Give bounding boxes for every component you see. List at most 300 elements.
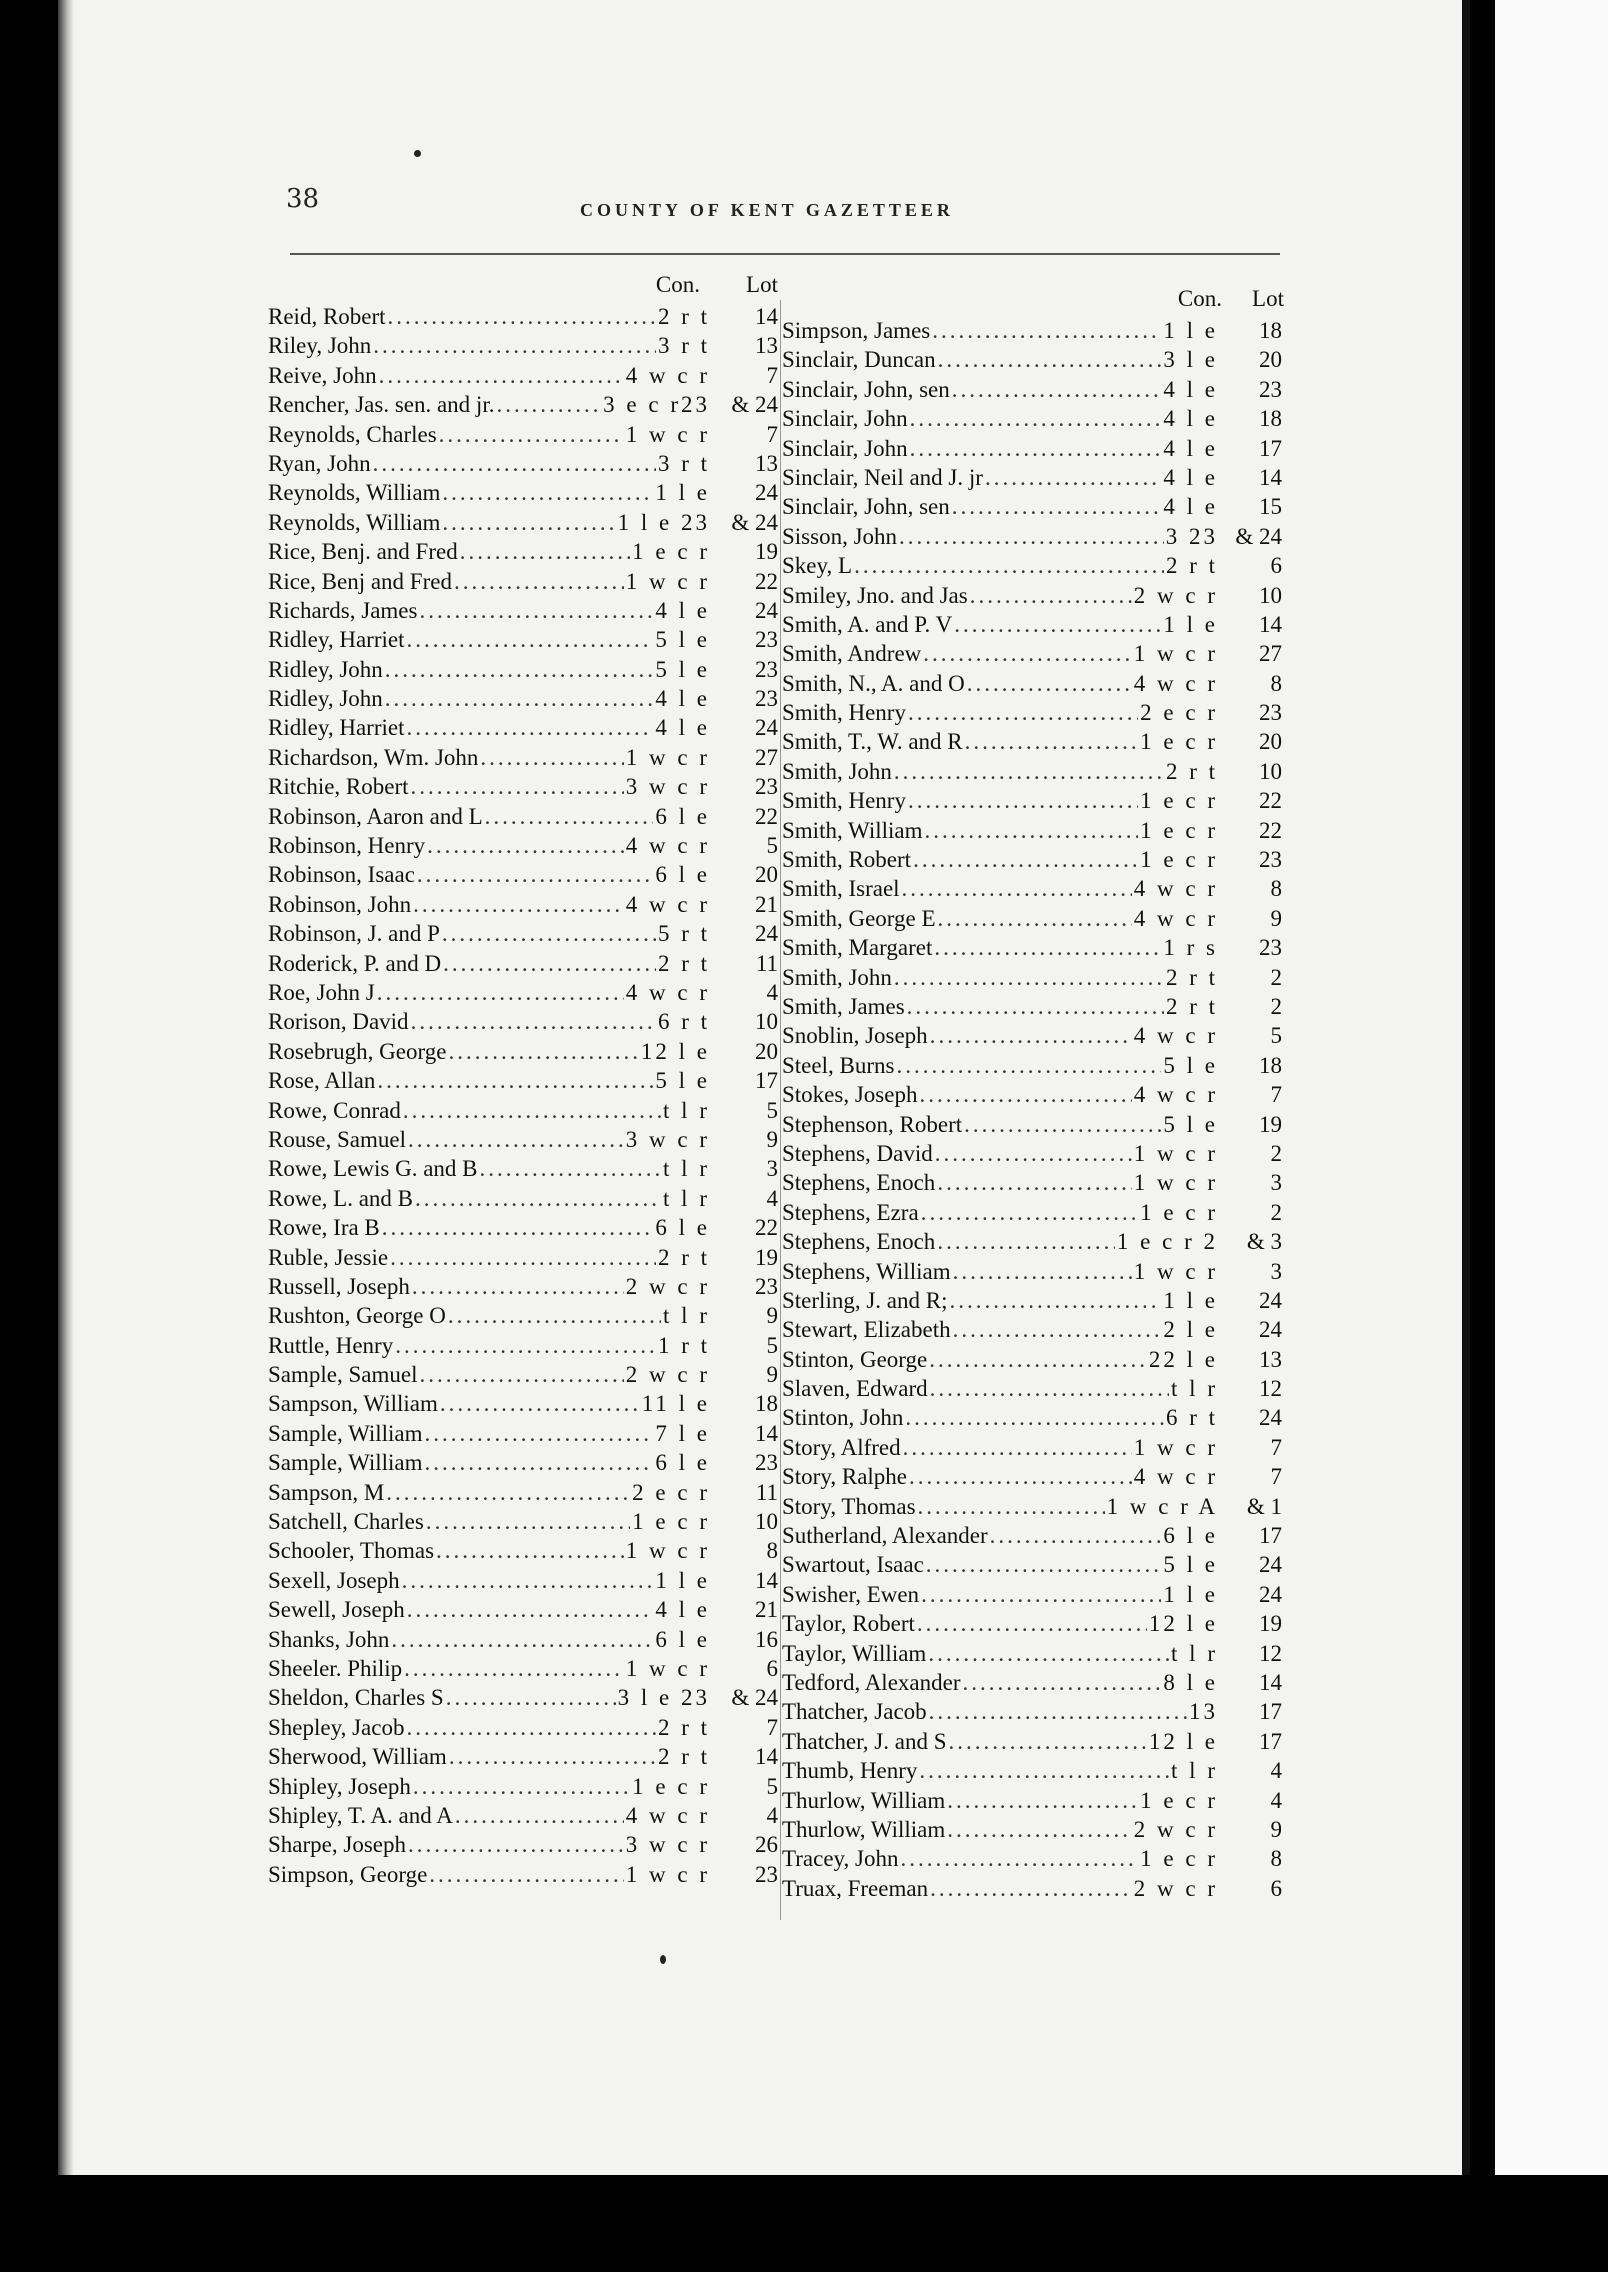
directory-entry (782, 669, 1282, 698)
entry-concession: 3 23 (1165, 523, 1218, 549)
entry-name: Sinclair, Neil and J. jr (782, 464, 983, 490)
entry-lot: 7 (766, 421, 778, 447)
entry-concession: 1 l e (655, 480, 710, 506)
directory-entry (782, 1257, 1282, 1286)
entry-concession: 1 w c r (1133, 1170, 1218, 1196)
entry-name: Tedford, Alexander (782, 1669, 961, 1695)
directory-entry (782, 816, 1282, 845)
directory-entry (268, 919, 778, 948)
entry-name: Simpson, James (782, 318, 931, 343)
dot-leader (406, 1713, 655, 1742)
directory-entry (268, 331, 778, 360)
directory-entry (268, 1654, 778, 1683)
entry-lot: 13 (1259, 1346, 1282, 1372)
entry-name: Swisher, Ewen (782, 1581, 920, 1607)
entry-concession: 2 w c r (625, 1273, 710, 1299)
dot-leader (406, 625, 653, 654)
dot-leader (967, 669, 1132, 698)
dot-leader (373, 331, 656, 360)
entry-name: Rorison, David (268, 1009, 409, 1035)
entry-lot: 21 (755, 891, 778, 917)
dot-leader (947, 1815, 1132, 1844)
entry-concession: 4 w c r (1133, 1023, 1218, 1049)
dot-leader (928, 1639, 1169, 1668)
entry-name: Ridley, John (268, 686, 383, 712)
dot-leader (415, 1184, 661, 1213)
dot-leader (908, 786, 1138, 815)
right-column (782, 270, 1282, 1903)
entry-name: Thurlow, William (782, 1787, 946, 1813)
directory-entry (268, 1683, 778, 1712)
entry-concession: t l r (1171, 1376, 1218, 1402)
directory-entry (782, 1198, 1282, 1227)
entry-concession: 2 e c r (632, 1479, 710, 1505)
con-header: Con. (1177, 286, 1222, 311)
entry-concession: 3 w c r (625, 1126, 710, 1152)
entry-concession: 2 w c r (1133, 1816, 1218, 1842)
directory-entry (268, 1066, 778, 1095)
entry-name: Shipley, Joseph (268, 1773, 411, 1799)
entry-lot: 17 (1259, 435, 1282, 461)
dot-leader (908, 698, 1138, 727)
right-entry-list (782, 316, 1282, 1903)
dot-leader (460, 537, 630, 566)
scan-margin-bottom (0, 2175, 1608, 2272)
entry-lot: 6 (1270, 553, 1282, 579)
entry-lot: 5 (766, 1332, 778, 1358)
entry-concession: 4 l e (655, 597, 710, 623)
entry-lot: 10 (755, 1009, 778, 1035)
entry-concession: 2 w c r (625, 1362, 710, 1388)
directory-entry (268, 1243, 778, 1272)
entry-lot: 9 (766, 1303, 778, 1329)
entry-name: Reive, John (268, 362, 377, 388)
ink-speck (660, 1955, 666, 1964)
dot-leader (480, 743, 623, 772)
directory-entry (268, 1037, 778, 1066)
dot-leader (407, 1595, 654, 1624)
entry-name: Rencher, Jas. sen. and jr. (268, 392, 495, 418)
entry-name: Roe, John J (268, 979, 375, 1005)
dot-leader (929, 1697, 1187, 1726)
dot-leader (379, 361, 624, 390)
directory-entry (782, 933, 1282, 962)
directory-entry (268, 390, 778, 419)
directory-entry (268, 478, 778, 507)
dot-leader (446, 1683, 616, 1712)
entry-lot: 7 (766, 1714, 778, 1740)
entry-name: Sinclair, Duncan (782, 347, 936, 373)
entry-lot: 27 (1259, 641, 1282, 667)
entry-lot: 4 (1270, 1787, 1282, 1813)
dot-leader (436, 1536, 624, 1565)
entry-concession: 22 l e (1148, 1346, 1218, 1372)
directory-entry (782, 463, 1282, 492)
entry-name: Russell, Joseph (268, 1273, 410, 1299)
lot-header: Lot (746, 272, 778, 297)
entry-name: Smith, William (782, 817, 923, 843)
entry-name: Steel, Burns (782, 1052, 895, 1078)
dot-leader (377, 1066, 653, 1095)
entry-name: Robinson, Isaac (268, 862, 415, 888)
entry-name: Rouse, Samuel (268, 1126, 406, 1152)
directory-entry (268, 1507, 778, 1536)
dot-leader (930, 1021, 1132, 1050)
dot-leader (417, 860, 653, 889)
dot-leader (455, 1801, 624, 1830)
directory-entry (782, 492, 1282, 521)
dot-leader (938, 904, 1132, 933)
directory-entry (782, 1021, 1282, 1050)
entry-name: Sisson, John (782, 523, 898, 549)
entry-concession: 4 l e (655, 715, 710, 741)
entry-name: Ridley, John (268, 656, 383, 682)
entry-lot: 24 (755, 480, 778, 506)
entry-name: Taylor, Robert (782, 1611, 915, 1637)
entry-concession: 1 w c r (1133, 1140, 1218, 1166)
dot-leader (902, 874, 1132, 903)
entry-concession: 4 l e (1163, 494, 1218, 520)
entry-concession: 4 l e (1163, 464, 1218, 490)
entry-name: Snoblin, Joseph (782, 1023, 928, 1049)
entry-concession: 1 l e (655, 1567, 710, 1593)
entry-name: Stephens, David (782, 1140, 933, 1166)
directory-entry (268, 596, 778, 625)
dot-leader (921, 1198, 1138, 1227)
dot-leader (938, 345, 1162, 374)
entry-name: Smith, James (782, 993, 905, 1019)
entry-lot: 9 (766, 1362, 778, 1388)
entry-name: Smith, George E (782, 905, 936, 931)
entry-lot: 23 (755, 774, 778, 800)
entry-lot: 9 (766, 1126, 778, 1152)
entry-lot: 2 (1270, 1140, 1282, 1166)
entry-concession: 1 e c r (1140, 1787, 1218, 1813)
entry-concession: 3 r t (657, 450, 710, 476)
entry-concession: 4 w c r (1133, 1464, 1218, 1490)
entry-lot: & 24 (731, 392, 778, 418)
dot-leader (919, 1756, 1169, 1785)
entry-concession: 6 l e (655, 1215, 710, 1241)
entry-lot: 23 (1259, 847, 1282, 873)
dot-leader (448, 1037, 638, 1066)
directory-entry (268, 1536, 778, 1565)
dot-leader (985, 463, 1161, 492)
entry-concession: t l r (663, 1303, 710, 1329)
entry-lot: 23 (755, 1861, 778, 1887)
entry-concession: 4 w c r (625, 362, 710, 388)
entry-lot: 20 (755, 862, 778, 888)
entry-name: Stephens, William (782, 1258, 951, 1284)
directory-entry (782, 992, 1282, 1021)
entry-lot: 8 (1270, 876, 1282, 902)
entry-lot: 4 (766, 979, 778, 1005)
entry-name: Sample, William (268, 1420, 423, 1446)
directory-entry (782, 1580, 1282, 1609)
entry-concession: t l r (663, 1185, 710, 1211)
entry-lot: & 24 (731, 1685, 778, 1711)
entry-name: Slaven, Edward (782, 1376, 928, 1402)
entry-lot: 22 (755, 1215, 778, 1241)
entry-lot: 3 (1270, 1170, 1282, 1196)
directory-entry (268, 978, 778, 1007)
directory-entry (268, 567, 778, 596)
entry-name: Reynolds, William (268, 509, 441, 535)
entry-concession: 1 w c r (625, 1655, 710, 1681)
entry-concession: 1 w c r (625, 568, 710, 594)
dot-leader (413, 1772, 630, 1801)
entry-lot: 23 (755, 627, 778, 653)
dot-leader (395, 1331, 656, 1360)
directory-entry (268, 1007, 778, 1036)
directory-entry (268, 1566, 778, 1595)
entry-name: Smith, John (782, 758, 892, 784)
directory-entry (268, 860, 778, 889)
entry-name: Rosebrugh, George (268, 1038, 447, 1064)
dot-leader (448, 1301, 661, 1330)
directory-entry (782, 316, 1282, 345)
entry-lot: 4 (766, 1802, 778, 1828)
entry-lot: 14 (755, 1567, 778, 1593)
entry-lot: 8 (1270, 670, 1282, 696)
entry-lot: 14 (1259, 464, 1282, 490)
dot-leader (930, 1374, 1169, 1403)
entry-name: Rice, Benj and Fred (268, 568, 452, 594)
dot-leader (485, 802, 654, 831)
entry-lot: 6 (766, 1655, 778, 1681)
dot-leader (930, 1874, 1132, 1903)
entry-name: Smiley, Jno. and Jas (782, 582, 968, 608)
entry-lot: 14 (755, 1744, 778, 1770)
directory-entry (782, 1844, 1282, 1873)
ink-speck (414, 150, 421, 157)
entry-name: Story, Thomas (782, 1493, 916, 1519)
entry-name: Sterling, J. and R; (782, 1287, 948, 1313)
entry-concession: 1 e c r (632, 1773, 710, 1799)
entry-lot: 23 (755, 1450, 778, 1476)
entry-lot: 14 (755, 1420, 778, 1446)
entry-lot: 21 (755, 1597, 778, 1623)
entry-lot: 22 (1259, 817, 1282, 843)
directory-entry (268, 420, 778, 449)
dot-leader (412, 1272, 624, 1301)
directory-entry (782, 551, 1282, 580)
entry-name: Sherwood, William (268, 1744, 447, 1770)
dot-leader (903, 1433, 1132, 1462)
entry-name: Ruttle, Henry (268, 1332, 394, 1358)
entry-lot: 24 (1259, 1287, 1282, 1313)
dot-leader (385, 655, 654, 684)
directory-entry (782, 904, 1282, 933)
dot-leader (385, 684, 654, 713)
entry-lot: & 1 (1246, 1493, 1282, 1519)
dot-leader (390, 1243, 656, 1272)
entry-lot: 3 (1270, 1258, 1282, 1284)
dot-leader (404, 1654, 624, 1683)
entry-name: Sample, William (268, 1450, 423, 1476)
directory-entry (268, 655, 778, 684)
entry-lot: 22 (1259, 788, 1282, 814)
dot-leader (443, 949, 656, 978)
entry-lot: 19 (1259, 1111, 1282, 1137)
directory-entry (268, 1625, 778, 1654)
dot-leader (953, 1257, 1132, 1286)
entry-name: Swartout, Isaac (782, 1552, 924, 1578)
entry-concession: t l r (1171, 1758, 1218, 1784)
entry-name: Smith, A. and P. V (782, 611, 953, 637)
entry-concession: 2 w c r (1133, 1875, 1218, 1901)
entry-concession: 1 l e (1163, 611, 1218, 637)
dot-leader (913, 845, 1138, 874)
entry-concession: 6 r t (657, 1009, 710, 1035)
entry-concession: 1 e c r (632, 1509, 710, 1535)
entry-concession: 4 l e (1163, 376, 1218, 402)
dot-leader (426, 1507, 630, 1536)
directory-entry (782, 1315, 1282, 1344)
entry-lot: 18 (755, 1391, 778, 1417)
dot-leader (896, 1051, 1161, 1080)
directory-entry (782, 1874, 1282, 1903)
entry-name: Sampson, M (268, 1479, 385, 1505)
entry-lot: & 24 (731, 509, 778, 535)
dot-leader (907, 992, 1164, 1021)
entry-concession: 1 w c r (625, 1861, 710, 1887)
entry-name: Smith, Margaret (782, 935, 933, 961)
dot-leader (952, 492, 1162, 521)
entry-lot: 11 (755, 950, 778, 976)
directory-entry (782, 1550, 1282, 1579)
dot-leader (970, 581, 1132, 610)
directory-entry (782, 1521, 1282, 1550)
entry-lot: 9 (1270, 905, 1282, 931)
dot-leader (454, 567, 624, 596)
dot-leader (442, 508, 615, 537)
dot-leader (921, 1580, 1161, 1609)
entry-concession: 12 l e (1148, 1611, 1218, 1637)
directory-entry (268, 508, 778, 537)
dot-leader (854, 551, 1164, 580)
entry-concession: 4 w c r (1133, 670, 1218, 696)
directory-entry (782, 1786, 1282, 1815)
dot-leader (935, 1139, 1132, 1168)
entry-concession: 6 l e (655, 803, 710, 829)
dot-leader (919, 1080, 1131, 1109)
entry-lot: 12 (1259, 1376, 1282, 1402)
directory-entry (782, 1374, 1282, 1403)
directory-entry (782, 1080, 1282, 1109)
directory-entry (782, 786, 1282, 815)
entry-lot: 23 (755, 1273, 778, 1299)
entry-lot: 27 (755, 744, 778, 770)
dot-leader (937, 1227, 1115, 1256)
dot-leader (990, 1521, 1162, 1550)
directory-entry (782, 874, 1282, 903)
entry-name: Sinclair, John, sen (782, 494, 950, 520)
entry-name: Smith, John (782, 964, 892, 990)
dot-leader (429, 1860, 623, 1889)
entry-concession: 12 l e (640, 1038, 710, 1064)
dot-leader (425, 1419, 654, 1448)
entry-lot: 24 (755, 715, 778, 741)
entry-name: Ridley, Harriet (268, 715, 405, 741)
dot-leader (440, 1389, 640, 1418)
entry-concession: 3 e c r23 (603, 392, 710, 418)
directory-entry (268, 1331, 778, 1360)
entry-name: Smith, T., W. and R (782, 729, 963, 755)
entry-lot: 12 (1259, 1640, 1282, 1666)
entry-concession: 2 l e (1163, 1317, 1218, 1343)
entry-lot: 3 (766, 1156, 778, 1182)
entry-concession: 4 w c r (1133, 1082, 1218, 1108)
entry-concession: 1 e c r (1140, 1846, 1218, 1872)
column-divider (780, 300, 781, 1920)
entry-name: Robinson, J. and P (268, 921, 440, 947)
entry-lot: 17 (755, 1068, 778, 1094)
dot-leader (949, 1727, 1147, 1756)
entry-concession: 3 l e (1163, 347, 1218, 373)
directory-entry (782, 1462, 1282, 1491)
directory-entry (268, 361, 778, 390)
directory-entry (782, 345, 1282, 374)
entry-concession: 3 w c r (625, 774, 710, 800)
entry-lot: 10 (755, 1509, 778, 1535)
dot-leader (894, 963, 1164, 992)
dot-leader (373, 449, 656, 478)
entry-concession: 4 l e (1163, 435, 1218, 461)
entry-name: Reynolds, William (268, 480, 441, 506)
dot-leader (439, 420, 624, 449)
dot-leader (402, 1566, 654, 1595)
entry-lot: 20 (1259, 347, 1282, 373)
dot-leader (411, 1007, 656, 1036)
directory-entry (268, 772, 778, 801)
entry-name: Shanks, John (268, 1626, 390, 1652)
entry-name: Skey, L (782, 553, 853, 579)
dot-leader (894, 757, 1164, 786)
entry-lot: 19 (1259, 1611, 1282, 1637)
directory-entry (268, 1742, 778, 1771)
entry-concession: 4 w c r (625, 891, 710, 917)
directory-entry (268, 1301, 778, 1330)
directory-entry (782, 963, 1282, 992)
entry-lot: 19 (755, 539, 778, 565)
entry-lot: 14 (1259, 611, 1282, 637)
directory-entry (268, 1713, 778, 1742)
entry-concession: 3 l e 23 (617, 1685, 710, 1711)
directory-entry (782, 727, 1282, 756)
entry-lot: 7 (1270, 1082, 1282, 1108)
entry-lot: 15 (1259, 494, 1282, 520)
entry-concession: 6 l e (655, 862, 710, 888)
directory-entry (268, 1448, 778, 1477)
entry-lot: 7 (766, 362, 778, 388)
entry-lot: 19 (755, 1244, 778, 1270)
running-head: COUNTY OF KENT GAZETTEER (580, 200, 954, 220)
directory-entry (268, 1830, 778, 1859)
directory-entry (782, 1168, 1282, 1197)
dot-leader (419, 1360, 623, 1389)
dot-leader (910, 434, 1162, 463)
directory-entry (782, 581, 1282, 610)
directory-entry (268, 302, 778, 331)
dot-leader (923, 639, 1131, 668)
entry-concession: 6 r t (1165, 1405, 1218, 1431)
entry-lot: 24 (1259, 1405, 1282, 1431)
dot-leader (411, 772, 624, 801)
directory-entry (268, 1419, 778, 1448)
entry-name: Ritchie, Robert (268, 774, 409, 800)
entry-concession: 1 r s (1163, 935, 1218, 961)
